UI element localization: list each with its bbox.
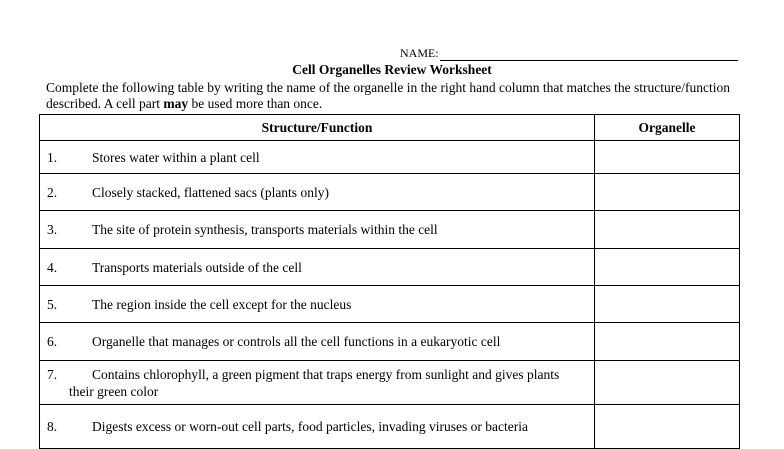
organelle-answer-cell[interactable]	[595, 174, 740, 211]
instructions-part2: be used more than once.	[188, 96, 323, 111]
instructions	[46, 80, 746, 112]
row-number: 5.	[47, 296, 58, 312]
row-number: 8.	[47, 419, 58, 434]
organelle-answer-cell[interactable]	[595, 286, 740, 323]
organelle-answer-cell[interactable]	[595, 323, 740, 361]
table-row	[40, 249, 740, 286]
organelle-answer-cell[interactable]	[595, 361, 740, 405]
structure-function-cell	[40, 286, 595, 323]
table-row	[40, 361, 740, 405]
name-field[interactable]	[400, 46, 738, 61]
table-header-row	[40, 115, 740, 141]
name-blank-line[interactable]	[440, 49, 738, 61]
organelle-answer-cell[interactable]	[595, 249, 740, 286]
header-organelle: Organelle	[595, 115, 740, 141]
structure-function-cell	[40, 174, 595, 211]
structure-function-cell	[40, 249, 595, 286]
row-text: Organelle that manages or controls all the cell functions in a eukaryotic cell	[92, 334, 501, 349]
instructions-bold-word: may	[163, 96, 189, 111]
header-structure-function: Structure/Function	[40, 115, 595, 141]
structure-function-cell	[40, 323, 595, 361]
structure-function-cell	[40, 141, 595, 174]
row-text: Stores water within a plant cell	[92, 149, 260, 165]
row-number: 7.	[47, 366, 58, 382]
worksheet-title: Cell Organelles Review Worksheet	[292, 62, 492, 77]
organelle-answer-cell[interactable]	[595, 141, 740, 174]
table-row	[40, 286, 740, 323]
organelle-answer-cell[interactable]	[595, 405, 740, 449]
row-number: 1.	[47, 149, 58, 165]
table-row	[40, 211, 740, 249]
row-number: 4.	[47, 259, 58, 275]
organelle-table	[39, 114, 740, 449]
table-row	[40, 323, 740, 361]
structure-function-cell	[40, 405, 595, 449]
row-number: 3.	[47, 222, 58, 237]
row-text: Closely stacked, flattened sacs (plants only)	[92, 184, 329, 200]
table-row	[40, 405, 740, 449]
row-text: The site of protein synthesis, transports materials within the cell	[92, 222, 438, 237]
table-row	[40, 174, 740, 211]
instructions-part1: Complete the following table by writing the name of the organelle in the right hand column that matches the structure/function described. A cell part	[46, 80, 730, 111]
row-number: 6.	[47, 334, 58, 349]
row-number: 2.	[47, 184, 58, 200]
row-text: Contains chlorophyll, a green pigment that traps energy from sunlight and gives plants their green color	[69, 366, 560, 399]
row-text: Digests excess or worn-out cell parts, food particles, invading viruses or bacteria	[92, 419, 528, 434]
row-text: Transports materials outside of the cell	[92, 259, 302, 275]
organelle-answer-cell[interactable]	[595, 211, 740, 249]
structure-function-cell	[40, 211, 595, 249]
row-text: The region inside the cell except for the nucleus	[92, 296, 352, 312]
table-row	[40, 141, 740, 174]
name-label: NAME:	[400, 46, 439, 60]
structure-function-cell	[40, 361, 595, 405]
